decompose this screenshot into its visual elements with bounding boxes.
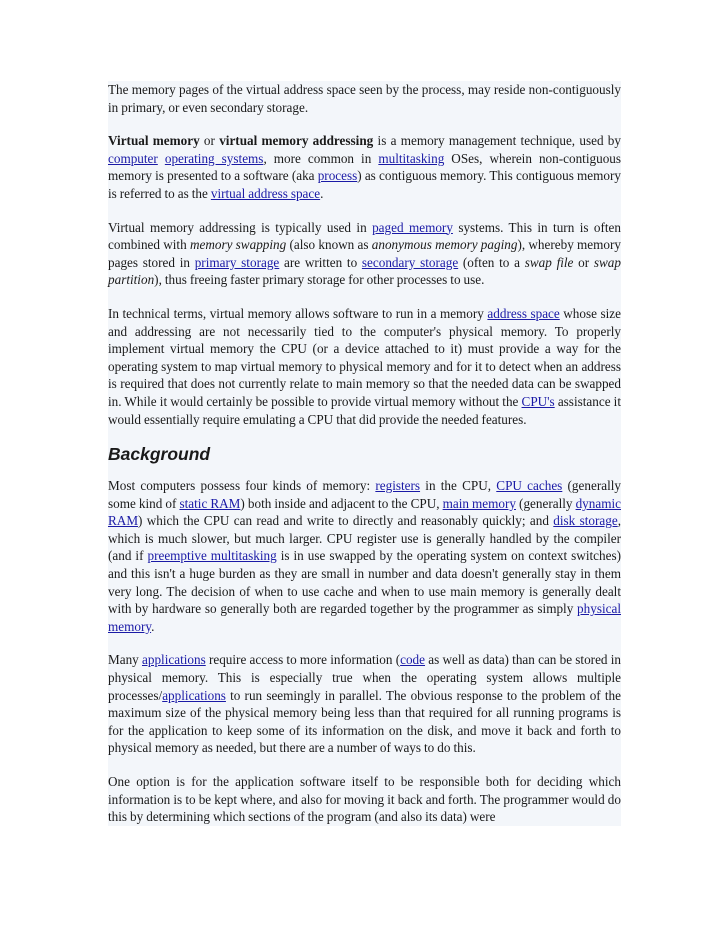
link-static-ram[interactable]: static RAM — [179, 495, 241, 511]
link-preemptive-multitasking[interactable]: preemptive multitasking — [147, 548, 277, 564]
link-cpus[interactable]: CPU's — [521, 393, 555, 409]
paragraph-option-one: One option is for the application software itself to be responsible both for deciding which information is to be kept where, and also for moving it back and forth. The programmer would do this by determining which sections of the program (and also its data) were — [108, 774, 621, 825]
link-dynamic-ram[interactable]: dynamic RAM — [108, 495, 621, 529]
link-virtual-address-space[interactable]: virtual address space — [210, 185, 321, 201]
link-main-memory[interactable]: main memory — [442, 495, 516, 511]
link-primary-storage[interactable]: primary storage — [194, 254, 280, 270]
article-body — [108, 81, 621, 826]
link-computer[interactable]: computer — [108, 150, 158, 166]
link-process[interactable]: process — [317, 168, 358, 184]
paragraph-page-residency: The memory pages of the virtual address space seen by the process, may reside non-contiguously in primary, or even secondary storage. — [108, 82, 621, 115]
term-virtual-memory: Virtual memory — [108, 133, 200, 149]
link-secondary-storage[interactable]: secondary storage — [361, 254, 459, 270]
link-code[interactable]: code — [400, 652, 426, 668]
term-virtual-memory-addressing: virtual memory addressing — [219, 133, 374, 149]
paragraph-technical-terms: In technical terms, virtual memory allows software to run in a memory address space whose size and addressing are not necessarily tied to the computer's physical memory. To properly implement virtual memory the CPU (or a device attached to it) must provide a way for the operating system to map virtual memory to physical memory and for it to detect when an address is required that does not currently relate to main memory so that the needed data can be swapped in. While it would certainly be possible to provide virtual memory without the CPU's assistance it would essentially require emulating a CPU that did provide the needed features. — [108, 305, 622, 427]
link-applications[interactable]: applications — [142, 652, 206, 668]
paragraph-memory-kinds: Most computers possess four kinds of memory: registers in the CPU, CPU caches (generally some kind of static RAM) both inside and adjacent to the CPU, main memory (generally dynamic RAM) which the CPU can read and write to directly and reasonably quickly; and disk storage, which is much slower, but much larger. CPU register use is generally handled by the compiler (and if preemptive multitasking is in use swapped by the operating system on context switches) and this isn't a huge burden as they are small in number and data doesn't generally stay in them very long. The decision of when to use cache and when to use main memory is generally dealt with by hardware so generally both are regarded together by the programmer as simply physical memory. — [108, 478, 621, 634]
link-cpu-caches[interactable]: CPU caches — [496, 478, 563, 494]
link-address-space[interactable]: address space — [487, 305, 560, 321]
link-operating-systems[interactable]: operating systems — [164, 150, 264, 166]
paragraph-definition: Virtual memory or virtual memory addressing is a memory management technique, used by computer operating systems, more common in multitasking OSes, wherein non-contiguous memory is presented to a software (aka process) as contiguous memory. This contiguous memory is referred to as the virtual address space. — [108, 133, 622, 201]
section-heading-background: Background — [108, 444, 211, 465]
link-paged-memory[interactable]: paged memory — [372, 219, 453, 235]
link-registers[interactable]: registers — [375, 478, 421, 494]
link-disk-storage[interactable]: disk storage — [553, 513, 618, 529]
link-multitasking[interactable]: multitasking — [378, 150, 445, 166]
paragraph-applications: Many applications require access to more information (code as well as data) than can be stored in physical memory. This is especially true when the operating system allows multiple processes/applications to run seemingly in parallel. The obvious response to the problem of the maximum size of the physical memory being less than that required for all running programs is for the application to keep some of its information on the disk, and move it back and forth to physical memory as needed, but there are a number of ways to do this. — [108, 652, 621, 756]
link-physical-memory[interactable]: physical memory — [108, 601, 621, 634]
paragraph-paged-memory: Virtual memory addressing is typically used in paged memory systems. This in turn is often combined with memory swapping (also known as anonymous memory paging), whereby memory pages stored in primary storage are written to secondary storage (often to a swap file or swap partition), thus freeing faster primary storage for other processes to use. — [108, 219, 621, 288]
link-applications-2[interactable]: applications — [162, 687, 226, 703]
